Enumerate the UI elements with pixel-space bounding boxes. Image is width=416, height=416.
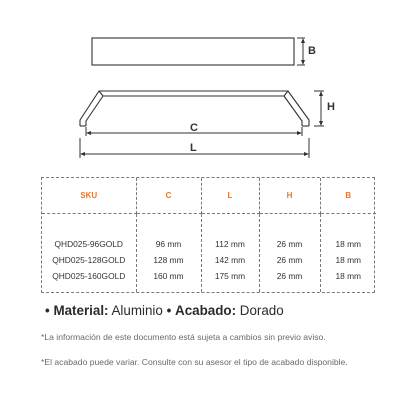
bullet: • [166, 303, 172, 318]
table-cell: 175 mm [214, 271, 246, 281]
table-cell: 18 mm [335, 255, 362, 265]
table-body-row [42, 214, 376, 293]
table-cell: 26 mm [276, 255, 303, 265]
table-cell: 18 mm [335, 271, 362, 281]
dimension-h [314, 91, 324, 126]
material-finish-line [45, 303, 385, 318]
spec-table [41, 177, 375, 293]
table-cell: QHD025-96GOLD [54, 239, 123, 249]
dimension-c-label: C [190, 122, 198, 134]
handle-top-view [92, 38, 294, 65]
dimension-h-label: H [327, 101, 335, 113]
column-b [320, 214, 376, 293]
table-header-row [42, 178, 376, 214]
table-cell: 26 mm [276, 271, 303, 281]
header-b: B [320, 178, 376, 214]
dimension-b-label: B [308, 45, 316, 57]
technical-drawing [0, 0, 416, 172]
dimension-l-label: L [190, 142, 197, 154]
table-cell: 26 mm [276, 239, 303, 249]
table-cell: 112 mm [215, 239, 245, 249]
table-cell: 128 mm [153, 255, 184, 265]
bullet: • [45, 303, 50, 318]
finish-value: Dorado [239, 303, 284, 318]
finish-key: Acabado: [175, 303, 237, 318]
header-l: L [201, 178, 259, 214]
table-cell: 96 mm [155, 239, 182, 249]
column-h [259, 214, 320, 293]
header-h: H [259, 178, 320, 214]
table-cell: QHD025-128GOLD [52, 255, 126, 265]
material-key: Material: [53, 303, 109, 318]
disclaimer-note: *La información de este documento está sujeta a cambios sin previo aviso. [41, 332, 326, 342]
handle-drawing-svg [0, 0, 416, 172]
table-cell: QHD025-160GOLD [52, 271, 126, 281]
handle-side-view [80, 91, 309, 126]
table-cell: 18 mm [335, 239, 362, 249]
material-value: Aluminio [111, 303, 163, 318]
header-c: C [136, 178, 201, 214]
table-cell: 160 mm [153, 271, 184, 281]
column-c [136, 214, 201, 293]
dimension-b [297, 38, 305, 65]
column-l [201, 214, 259, 293]
spec-table-grid [42, 178, 376, 292]
header-sku: SKU [42, 178, 136, 214]
finish-note: *El acabado puede variar. Consulte con su asesor el tipo de acabado disponible. [41, 357, 348, 367]
column-sku [42, 214, 136, 293]
table-cell: 142 mm [214, 255, 246, 265]
